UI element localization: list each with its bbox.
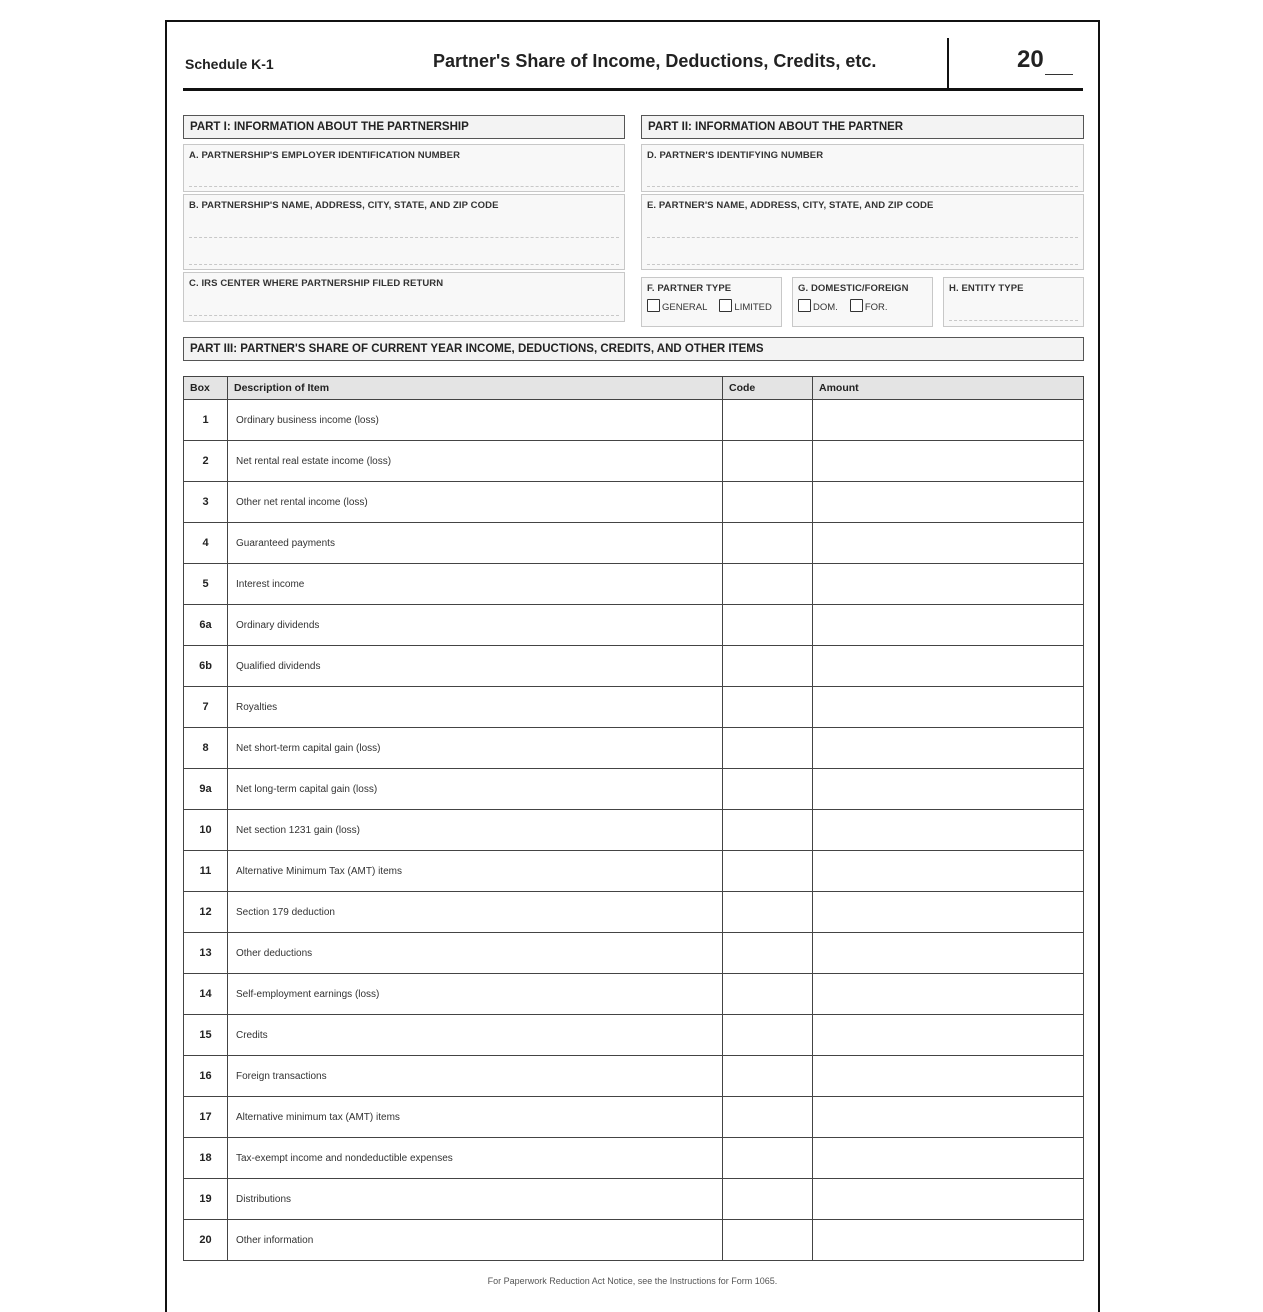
code-cell[interactable] (723, 646, 813, 687)
box-number: 13 (184, 933, 228, 974)
item-description: Distributions (228, 1179, 723, 1220)
code-cell[interactable] (723, 769, 813, 810)
item-description: Foreign transactions (228, 1056, 723, 1097)
box-number: 16 (184, 1056, 228, 1097)
field-h-line (949, 320, 1078, 321)
table-row (184, 1138, 1084, 1179)
field-g-label: G. DOMESTIC/FOREIGN (798, 283, 909, 294)
table-row (184, 646, 1084, 687)
header-divider (947, 38, 949, 88)
box-number: 17 (184, 1097, 228, 1138)
field-g-domestic-foreign (792, 277, 933, 327)
box-number: 14 (184, 974, 228, 1015)
field-d-label: D. PARTNER'S IDENTIFYING NUMBER (647, 150, 824, 161)
column-header-box: Box (184, 377, 228, 400)
field-g-options (798, 299, 888, 313)
general-checkbox[interactable] (647, 299, 660, 312)
amount-cell[interactable] (813, 1220, 1084, 1261)
amount-cell[interactable] (813, 810, 1084, 851)
item-description: Net long-term capital gain (loss) (228, 769, 723, 810)
box-number: 2 (184, 441, 228, 482)
field-c-label: C. IRS CENTER WHERE PARTNERSHIP FILED RETURN (189, 278, 444, 289)
table-row (184, 1097, 1084, 1138)
field-b-label: B. PARTNERSHIP'S NAME, ADDRESS, CITY, STATE, AND ZIP CODE (189, 200, 499, 211)
item-description: Net rental real estate income (loss) (228, 441, 723, 482)
foreign-checkbox[interactable] (850, 299, 863, 312)
table-body (184, 400, 1084, 1261)
table-row (184, 400, 1084, 441)
code-cell[interactable] (723, 810, 813, 851)
amount-cell[interactable] (813, 1015, 1084, 1056)
field-c-irs-center[interactable] (183, 272, 625, 322)
table-row (184, 523, 1084, 564)
amount-cell[interactable] (813, 1138, 1084, 1179)
item-description: Royalties (228, 687, 723, 728)
amount-cell[interactable] (813, 1097, 1084, 1138)
part2-heading: PART II: INFORMATION ABOUT THE PARTNER (641, 115, 1084, 139)
field-e-line-1 (647, 237, 1078, 238)
amount-cell[interactable] (813, 564, 1084, 605)
field-d-line (647, 186, 1078, 187)
field-c-line (189, 315, 619, 316)
box-number: 1 (184, 400, 228, 441)
domestic-checkbox[interactable] (798, 299, 811, 312)
code-cell[interactable] (723, 564, 813, 605)
tax-year-input[interactable] (1045, 74, 1073, 75)
table-row (184, 687, 1084, 728)
box-number: 9a (184, 769, 228, 810)
amount-cell[interactable] (813, 851, 1084, 892)
amount-cell[interactable] (813, 523, 1084, 564)
box-number: 15 (184, 1015, 228, 1056)
code-cell[interactable] (723, 728, 813, 769)
table-row (184, 564, 1084, 605)
code-cell[interactable] (723, 482, 813, 523)
item-description: Net short-term capital gain (loss) (228, 728, 723, 769)
code-cell[interactable] (723, 1220, 813, 1261)
box-number: 10 (184, 810, 228, 851)
general-checkbox-label: GENERAL (662, 302, 708, 313)
item-description: Qualified dividends (228, 646, 723, 687)
table-row (184, 974, 1084, 1015)
field-h-entity-type[interactable] (943, 277, 1084, 327)
code-cell[interactable] (723, 523, 813, 564)
code-cell[interactable] (723, 1097, 813, 1138)
field-a-ein[interactable] (183, 144, 625, 192)
amount-cell[interactable] (813, 769, 1084, 810)
item-description: Ordinary business income (loss) (228, 400, 723, 441)
item-description: Other net rental income (loss) (228, 482, 723, 523)
items-table (183, 376, 1084, 1261)
item-description: Other deductions (228, 933, 723, 974)
code-cell[interactable] (723, 1015, 813, 1056)
column-header-code: Code (723, 377, 813, 400)
code-cell[interactable] (723, 851, 813, 892)
part1-heading: PART I: INFORMATION ABOUT THE PARTNERSHIP (183, 115, 625, 139)
domestic-checkbox-label: DOM. (813, 302, 838, 313)
item-description: Other information (228, 1220, 723, 1261)
amount-cell[interactable] (813, 646, 1084, 687)
table-row (184, 1015, 1084, 1056)
limited-checkbox[interactable] (719, 299, 732, 312)
code-cell[interactable] (723, 687, 813, 728)
form-page (165, 20, 1100, 1312)
box-number: 19 (184, 1179, 228, 1220)
table-row (184, 851, 1084, 892)
table-row (184, 728, 1084, 769)
schedule-name: Schedule K-1 (185, 56, 274, 72)
field-a-line (189, 186, 619, 187)
box-number: 18 (184, 1138, 228, 1179)
item-description: Alternative minimum tax (AMT) items (228, 1097, 723, 1138)
limited-checkbox-label: LIMITED (734, 302, 772, 313)
column-header-amount: Amount (813, 377, 1084, 400)
code-cell[interactable] (723, 974, 813, 1015)
box-number: 20 (184, 1220, 228, 1261)
table-row (184, 769, 1084, 810)
field-e-partner-name-address[interactable] (641, 194, 1084, 270)
field-f-label: F. PARTNER TYPE (647, 283, 732, 294)
column-header-description: Description of Item (228, 377, 723, 400)
item-description: Net section 1231 gain (loss) (228, 810, 723, 851)
amount-cell[interactable] (813, 605, 1084, 646)
table-header-row (184, 377, 1084, 400)
field-f-partner-type (641, 277, 782, 327)
amount-cell[interactable] (813, 892, 1084, 933)
code-cell[interactable] (723, 441, 813, 482)
table-row (184, 1220, 1084, 1261)
box-number: 6b (184, 646, 228, 687)
table-row (184, 605, 1084, 646)
code-cell[interactable] (723, 1179, 813, 1220)
box-number: 4 (184, 523, 228, 564)
box-number: 6a (184, 605, 228, 646)
field-b-line-2 (189, 264, 619, 265)
box-number: 12 (184, 892, 228, 933)
field-b-partnership-name-address[interactable] (183, 194, 625, 270)
code-cell[interactable] (723, 605, 813, 646)
code-cell[interactable] (723, 1056, 813, 1097)
table-row (184, 892, 1084, 933)
amount-cell[interactable] (813, 974, 1084, 1015)
field-h-label: H. ENTITY TYPE (949, 283, 1024, 294)
code-cell[interactable] (723, 400, 813, 441)
box-number: 3 (184, 482, 228, 523)
item-description: Ordinary dividends (228, 605, 723, 646)
amount-cell[interactable] (813, 482, 1084, 523)
amount-cell[interactable] (813, 441, 1084, 482)
amount-cell[interactable] (813, 687, 1084, 728)
form-header (183, 38, 1083, 91)
field-d-partner-id[interactable] (641, 144, 1084, 192)
item-description: Tax-exempt income and nondeductible expenses (228, 1138, 723, 1179)
part3-heading: PART III: PARTNER'S SHARE OF CURRENT YEAR INCOME, DEDUCTIONS, CREDITS, AND OTHER ITEMS (183, 337, 1084, 361)
field-a-label: A. PARTNERSHIP'S EMPLOYER IDENTIFICATION NUMBER (189, 150, 461, 161)
foreign-checkbox-label: FOR. (864, 302, 888, 313)
field-e-line-2 (647, 264, 1078, 265)
form-title: Partner's Share of Income, Deductions, Credits, etc. (433, 51, 877, 71)
item-description: Interest income (228, 564, 723, 605)
amount-cell[interactable] (813, 728, 1084, 769)
table-row (184, 482, 1084, 523)
item-description: Guaranteed payments (228, 523, 723, 564)
table-row (184, 933, 1084, 974)
table-row (184, 441, 1084, 482)
box-number: 11 (184, 851, 228, 892)
amount-cell[interactable] (813, 933, 1084, 974)
field-f-options (647, 299, 772, 313)
item-description: Section 179 deduction (228, 892, 723, 933)
item-description: Alternative Minimum Tax (AMT) items (228, 851, 723, 892)
amount-cell[interactable] (813, 1056, 1084, 1097)
table-row (184, 810, 1084, 851)
code-cell[interactable] (723, 892, 813, 933)
field-b-line-1 (189, 237, 619, 238)
table-row (184, 1056, 1084, 1097)
code-cell[interactable] (723, 1138, 813, 1179)
table-row (184, 1179, 1084, 1220)
amount-cell[interactable] (813, 1179, 1084, 1220)
field-e-label: E. PARTNER'S NAME, ADDRESS, CITY, STATE, AND ZIP CODE (647, 200, 934, 211)
box-number: 7 (184, 687, 228, 728)
box-number: 5 (184, 564, 228, 605)
code-cell[interactable] (723, 933, 813, 974)
item-description: Self-employment earnings (loss) (228, 974, 723, 1015)
tax-year-prefix: 20 (1017, 46, 1044, 73)
amount-cell[interactable] (813, 400, 1084, 441)
paperwork-notice: For Paperwork Reduction Act Notice, see the Instructions for Form 1065. (487, 1276, 778, 1286)
box-number: 8 (184, 728, 228, 769)
item-description: Credits (228, 1015, 723, 1056)
